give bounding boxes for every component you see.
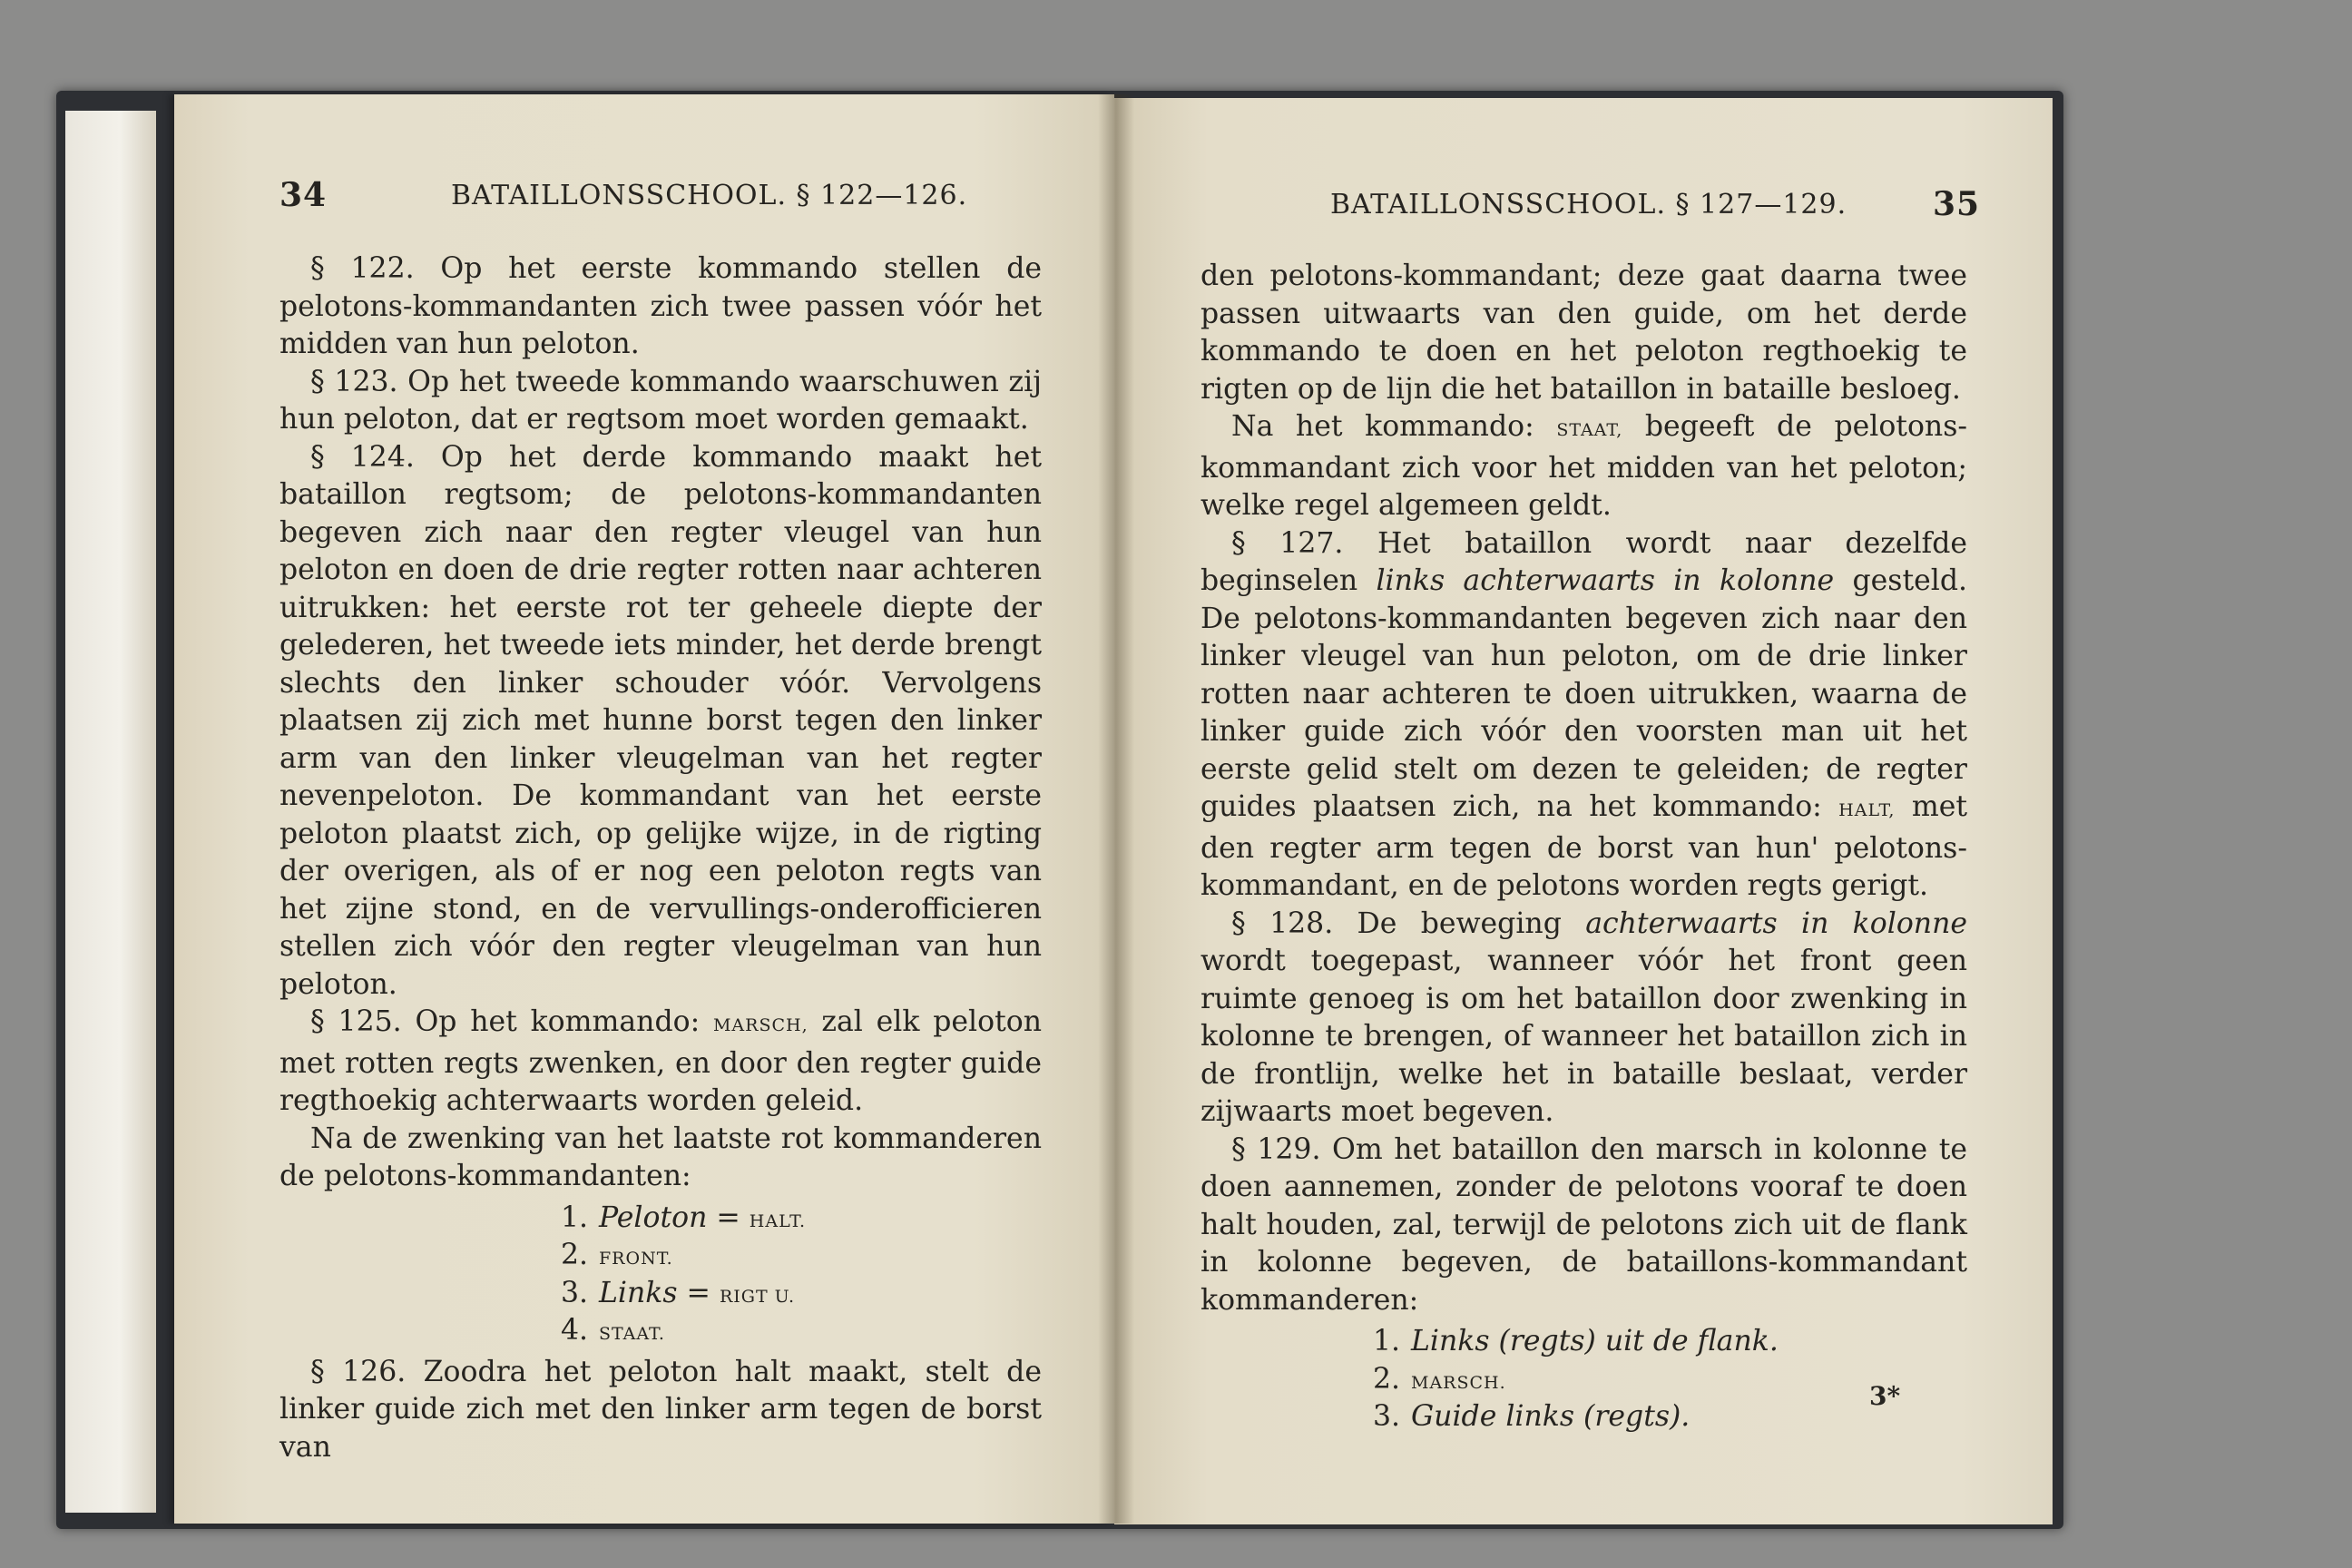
item-command: FRONT. [599, 1249, 673, 1269]
item-command: STAAT. [599, 1324, 665, 1344]
emphasis: achterwaarts in kolonne [1585, 906, 1967, 940]
page-number: 34 [279, 176, 328, 214]
right-page-text [1200, 258, 1967, 1440]
paragraph-125b: Na de zwenking van het laatste rot kommanderen de pelotons-kommandanten: [279, 1122, 1042, 1192]
list-item [279, 1237, 1042, 1275]
left-page-header [174, 176, 1114, 212]
list-item [279, 1200, 1042, 1238]
list-item [1200, 1398, 1967, 1436]
running-head: BATAILLONSSCHOOL. § 122—126. [451, 180, 968, 211]
list-item [279, 1312, 1042, 1350]
item-number: 3. [1372, 1400, 1400, 1433]
paragraph-122: § 122. Op het eerste kommando stellen de pelotons-kommandanten zich twee passen vóór het midden van hun peloton. [279, 252, 1042, 360]
command-list [279, 1200, 1042, 1350]
item-number: 4. [560, 1314, 588, 1347]
book-gutter [1098, 94, 1134, 1524]
text-run: wordt toegepast, wanneer vóór het front geen ruimte genoeg is om het bataillon door zwenking in kolonne te brengen, of wanneer het bataillon zich in de frontlijn, welke het in bataille beslaat, verder zijwaarts moet begeven. [1200, 945, 1967, 1128]
command-smallcaps: HALT, [1838, 800, 1896, 820]
paragraph-123: § 123. Op het tweede kommando waarschuwen zij hun peloton, dat er regtsom moet worden gemaakt. [279, 365, 1042, 436]
list-item [279, 1275, 1042, 1313]
page-edges [65, 111, 156, 1513]
paragraph-127 [1200, 525, 1967, 906]
signature-mark: 3* [1869, 1381, 1901, 1411]
text-run: § 125. Op het kommando: [310, 1005, 701, 1038]
running-head: BATAILLONSSCHOOL. § 127—129. [1330, 189, 1847, 220]
item-text: Links (regts) uit de flank. [1411, 1325, 1779, 1357]
paragraph-129: § 129. Om het bataillon den marsch in kolonne te doen aannemen, zonder de pelotons vooraf te doen halt houden, zal, terwijl de pelotons zich uit de flank in kolonne begeven, de bataillons-kommandant kommanderen: [1200, 1132, 1967, 1317]
item-command: HALT. [749, 1210, 807, 1231]
text-run: zal elk peloton met rotten regts zwenken, en door den regter guide regthoekig achterwaarts worden geleid. [279, 1005, 1042, 1117]
list-item [1200, 1361, 1967, 1399]
item-command: MARSCH. [1411, 1372, 1506, 1393]
text-run: § 127. Het bataillon wordt naar dezelfde beginselen [1200, 526, 1967, 597]
text-run: § 128. De beweging [1231, 906, 1562, 940]
command-smallcaps: MARSCH, [712, 1015, 808, 1035]
paragraph-126: § 126. Zoodra het peloton halt maakt, stelt de linker guide zich met den linker arm tegen de borst van [279, 1355, 1042, 1464]
paragraph-staat [1200, 408, 1967, 525]
item-text: Peloton = [599, 1200, 740, 1234]
text-run: begeeft de pelotons-kommandant zich voor het midden van het peloton; welke regel algemeen geldt. [1200, 410, 1968, 522]
list-item [1200, 1323, 1967, 1361]
item-number: 2. [560, 1239, 588, 1271]
left-page [174, 94, 1114, 1524]
text-run: Na het kommando: [1231, 410, 1534, 443]
emphasis: links achterwaarts in kolonne [1376, 564, 1835, 597]
item-number: 3. [560, 1276, 588, 1309]
item-command: RIGT U. [719, 1286, 795, 1307]
item-text: Links = [599, 1276, 710, 1309]
item-number: 1. [1372, 1325, 1400, 1357]
right-page-header [1114, 185, 2053, 221]
paragraph-continued: den pelotons-kommandant; deze gaat daarna twee passen uitwaarts van den guide, om het derde kommando te doen en het peloton regthoekig te rigten op de lijn die het bataillon in bataille besloeg. [1200, 260, 1967, 406]
command-smallcaps: STAAT, [1556, 420, 1623, 440]
paragraph-128 [1200, 906, 1967, 1132]
page-number: 35 [1933, 185, 1981, 223]
item-number: 1. [560, 1200, 588, 1234]
paragraph-125 [279, 1004, 1042, 1121]
item-number: 2. [1372, 1362, 1400, 1396]
paragraph-124: § 124. Op het derde kommando maakt het bataillon regtsom; de pelotons-kommandanten begeven zich naar den regter vleugel van hun peloton en doen de drie regter rotten naar achteren uitrukken: het eerste rot ter geheele diepte der gelederen, het tweede iets minder, het derde brengt slechts den linker schouder vóór. Vervolgens plaatsen zij zich met hunne borst tegen den linker arm van den linker vleugelman van het regter nevenpeloton. De kommandant van het eerste peloton plaatst zich, op gelijke wijze, in de rigting der overigen, als of er nog een peloton regts van het zijne stond, en de vervullings-onderofficieren stellen zich vóór den regter vleugelman van hun peloton. [279, 440, 1042, 1001]
item-text: Guide links (regts). [1411, 1400, 1690, 1433]
left-page-text [279, 250, 1042, 1466]
right-page [1114, 98, 2053, 1524]
command-list [1200, 1323, 1967, 1436]
text-run: gesteld. De pelotons-kommandanten begeven zich naar den linker vleugel van hun peloton, om de drie linker rotten naar achteren te doen uitrukken, waarna de linker guide zich vóór den voorsten man uit het eerste gelid stelt om dezen te geleiden; de regter guides plaatsen zich, na het kommando: [1200, 564, 1967, 823]
text-run: met den regter arm tegen de borst van hun' pelotons-kommandant, en de pelotons worden regts gerigt. [1200, 790, 1967, 902]
